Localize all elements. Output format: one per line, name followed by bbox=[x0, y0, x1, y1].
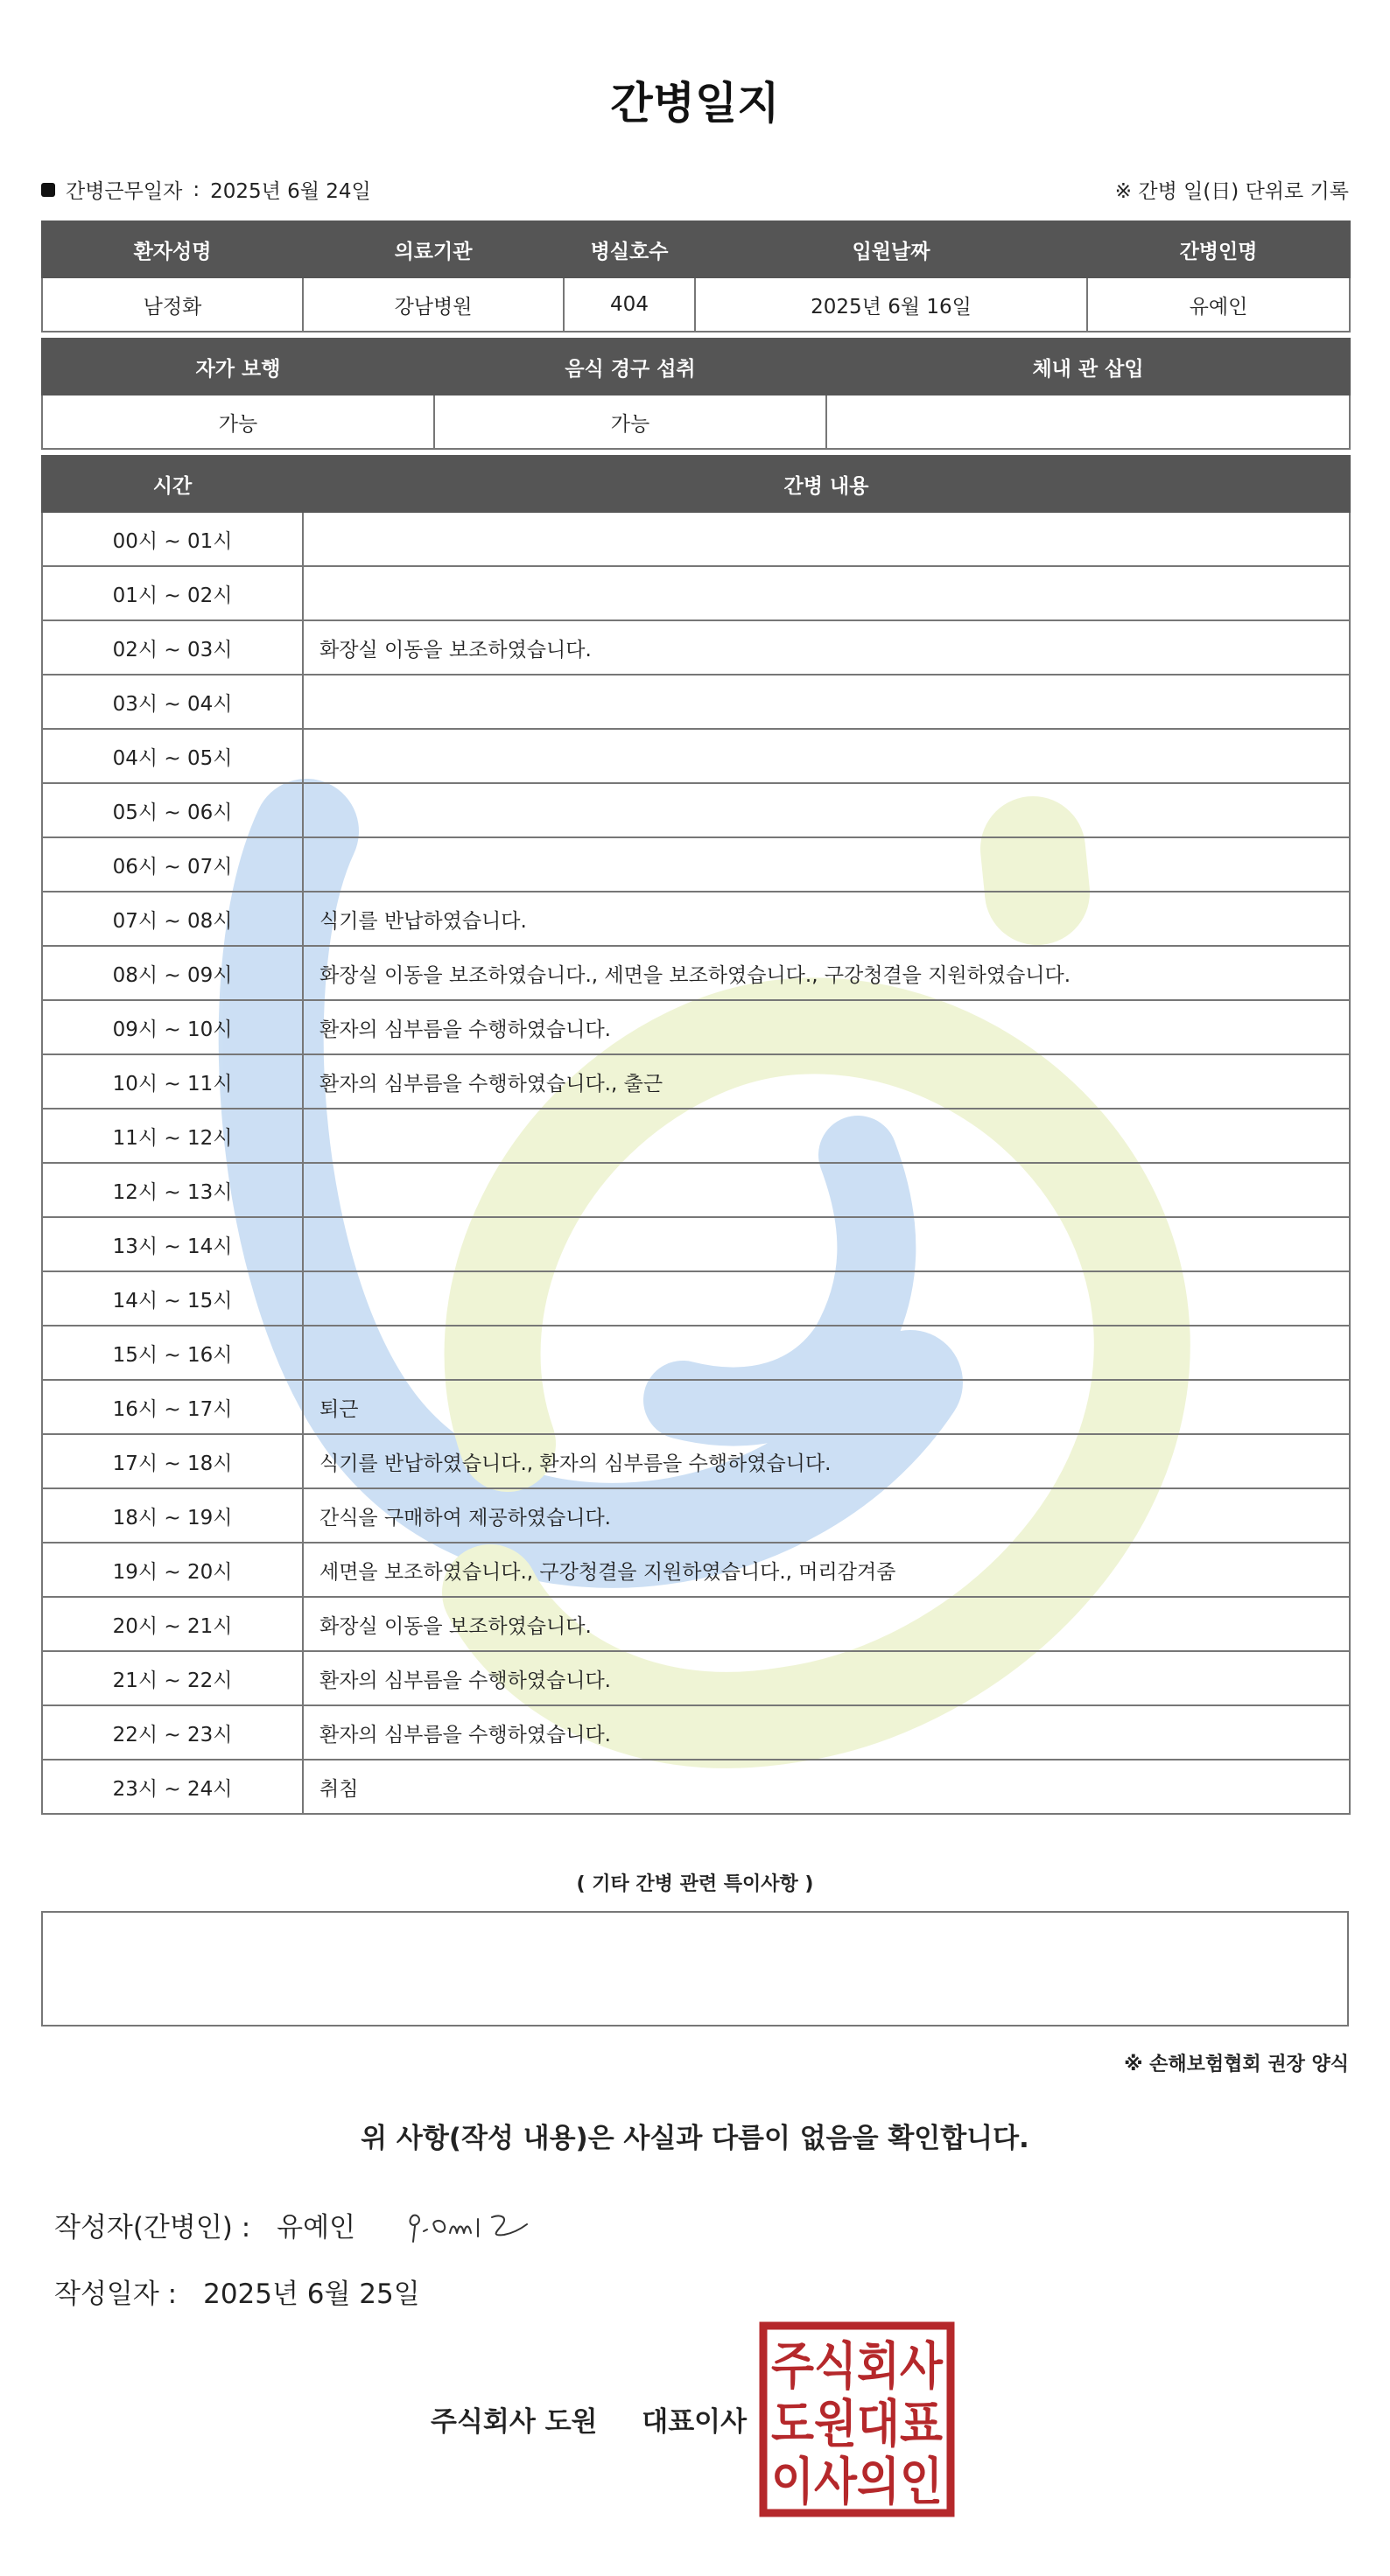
log-time: 10시 ~ 11시 bbox=[42, 1054, 303, 1109]
log-content bbox=[303, 837, 1350, 892]
log-time: 00시 ~ 01시 bbox=[42, 512, 303, 566]
patient-status-header bbox=[42, 339, 1350, 395]
log-content bbox=[303, 1163, 1350, 1217]
patient-info-header bbox=[42, 221, 1350, 277]
log-row bbox=[42, 512, 1350, 566]
log-row bbox=[42, 1000, 1350, 1054]
log-content bbox=[303, 729, 1350, 783]
log-time: 22시 ~ 23시 bbox=[42, 1705, 303, 1760]
log-content: 식기를 반납하였습니다., 환자의 심부름을 수행하였습니다. bbox=[303, 1434, 1350, 1488]
header-patient-name: 환자성명 bbox=[42, 221, 303, 277]
log-content: 퇴근 bbox=[303, 1380, 1350, 1434]
room-number: 404 bbox=[564, 277, 695, 332]
meta-row bbox=[41, 175, 1349, 206]
log-time: 02시 ~ 03시 bbox=[42, 620, 303, 675]
log-content: 화장실 이동을 보조하였습니다., 세면을 보조하였습니다., 구강청결을 지원하였습니다. bbox=[303, 946, 1350, 1000]
confirmation-statement: 위 사항(작성 내용)은 사실과 다름이 없음을 확인합니다. bbox=[361, 2123, 1029, 2154]
header-walking: 자가 보행 bbox=[42, 339, 434, 395]
log-row bbox=[42, 675, 1350, 729]
header-hospital: 의료기관 bbox=[303, 221, 564, 277]
log-content: 식기를 반납하였습니다. bbox=[303, 892, 1350, 946]
log-row bbox=[42, 892, 1350, 946]
log-content bbox=[303, 1217, 1350, 1271]
care-log-header bbox=[42, 456, 1350, 512]
log-time: 13시 ~ 14시 bbox=[42, 1217, 303, 1271]
log-time: 09시 ~ 10시 bbox=[42, 1000, 303, 1054]
oral-intake-value: 가능 bbox=[434, 395, 826, 449]
write-date-row bbox=[54, 2272, 420, 2311]
log-time: 06시 ~ 07시 bbox=[42, 837, 303, 892]
header-admission-date: 입원날짜 bbox=[695, 221, 1087, 277]
log-content bbox=[303, 783, 1350, 837]
care-log-table bbox=[41, 455, 1351, 1815]
log-time: 05시 ~ 06시 bbox=[42, 783, 303, 837]
log-row bbox=[42, 1054, 1350, 1109]
log-content: 세면을 보조하였습니다., 구강청결을 지원하였습니다., 머리감겨줌 bbox=[303, 1543, 1350, 1597]
log-content: 환자의 심부름을 수행하였습니다. bbox=[303, 1705, 1350, 1760]
walking-value: 가능 bbox=[42, 395, 434, 449]
log-time: 14시 ~ 15시 bbox=[42, 1271, 303, 1326]
write-date-value: 2025년 6월 25일 bbox=[203, 2278, 420, 2310]
log-content bbox=[303, 566, 1350, 620]
header-care-content: 간병 내용 bbox=[303, 456, 1350, 512]
log-time: 19시 ~ 20시 bbox=[42, 1543, 303, 1597]
special-notes-box bbox=[41, 1911, 1349, 2026]
write-date-label: 작성일자 : bbox=[54, 2278, 178, 2310]
log-time: 16시 ~ 17시 bbox=[42, 1380, 303, 1434]
header-caregiver: 간병인명 bbox=[1087, 221, 1350, 277]
tube-insertion-value bbox=[826, 395, 1350, 449]
log-row bbox=[42, 1380, 1350, 1434]
log-row bbox=[42, 946, 1350, 1000]
log-row bbox=[42, 1217, 1350, 1271]
log-content: 취침 bbox=[303, 1760, 1350, 1814]
writer-label: 작성자(간병인) : bbox=[54, 2212, 251, 2244]
log-time: 15시 ~ 16시 bbox=[42, 1326, 303, 1380]
log-row bbox=[42, 729, 1350, 783]
log-content: 환자의 심부름을 수행하였습니다. bbox=[303, 1000, 1350, 1054]
header-oral-intake: 음식 경구 섭취 bbox=[434, 339, 826, 395]
special-notes-title: ( 기타 간병 관련 특이사항 ) bbox=[576, 1873, 814, 1895]
log-time: 03시 ~ 04시 bbox=[42, 675, 303, 729]
log-time: 08시 ~ 09시 bbox=[42, 946, 303, 1000]
log-row bbox=[42, 1705, 1350, 1760]
page-title: 간병일지 bbox=[610, 78, 780, 129]
log-content bbox=[303, 1326, 1350, 1380]
header-time: 시간 bbox=[42, 456, 303, 512]
log-row bbox=[42, 837, 1350, 892]
log-row bbox=[42, 1163, 1350, 1217]
log-content bbox=[303, 512, 1350, 566]
seal-line-1: 주식회사 bbox=[771, 2336, 944, 2396]
caregiver-name: 유예인 bbox=[1087, 277, 1350, 332]
log-row bbox=[42, 1651, 1350, 1705]
patient-info-table bbox=[41, 220, 1351, 332]
log-content: 환자의 심부름을 수행하였습니다. bbox=[303, 1651, 1350, 1705]
patient-status-values bbox=[42, 395, 1350, 449]
company-name: 주식회사 도원 bbox=[431, 2406, 598, 2438]
patient-status-table bbox=[41, 338, 1351, 450]
log-time: 07시 ~ 08시 bbox=[42, 892, 303, 946]
log-content bbox=[303, 1271, 1350, 1326]
seal-line-2: 도원대표 bbox=[771, 2394, 943, 2454]
patient-name: 남정화 bbox=[42, 277, 303, 332]
log-content: 환자의 심부름을 수행하였습니다., 출근 bbox=[303, 1054, 1350, 1109]
log-time: 21시 ~ 22시 bbox=[42, 1651, 303, 1705]
log-time: 23시 ~ 24시 bbox=[42, 1760, 303, 1814]
admission-date: 2025년 6월 16일 bbox=[695, 277, 1087, 332]
log-row bbox=[42, 783, 1350, 837]
work-date-label: 간병근무일자 bbox=[66, 180, 183, 203]
writer-row bbox=[54, 2205, 355, 2244]
work-date-value: 2025년 6월 24일 bbox=[210, 180, 371, 203]
log-time: 04시 ~ 05시 bbox=[42, 729, 303, 783]
patient-info-values bbox=[42, 277, 1350, 332]
header-room: 병실호수 bbox=[564, 221, 695, 277]
form-note: ※ 손해보험협회 권장 양식 bbox=[1124, 2054, 1349, 2076]
log-row bbox=[42, 620, 1350, 675]
log-time: 17시 ~ 18시 bbox=[42, 1434, 303, 1488]
company-seal-stamp bbox=[758, 2320, 956, 2518]
log-content: 화장실 이동을 보조하였습니다. bbox=[303, 1597, 1350, 1651]
log-time: 11시 ~ 12시 bbox=[42, 1109, 303, 1163]
log-row bbox=[42, 1597, 1350, 1651]
log-content bbox=[303, 675, 1350, 729]
log-row bbox=[42, 1326, 1350, 1380]
log-content: 화장실 이동을 보조하였습니다. bbox=[303, 620, 1350, 675]
company-ceo-title: 대표이사 bbox=[642, 2406, 748, 2438]
hospital-name: 강남병원 bbox=[303, 277, 564, 332]
daily-note: ※ 간병 일(日) 단위로 기록 bbox=[1114, 180, 1349, 203]
log-row bbox=[42, 1109, 1350, 1163]
handwritten-signature bbox=[404, 2198, 536, 2247]
log-time: 20시 ~ 21시 bbox=[42, 1597, 303, 1651]
writer-name: 유예인 bbox=[277, 2212, 356, 2244]
work-date-separator: : bbox=[193, 178, 200, 201]
log-row bbox=[42, 1488, 1350, 1543]
log-row bbox=[42, 566, 1350, 620]
log-row bbox=[42, 1434, 1350, 1488]
log-time: 12시 ~ 13시 bbox=[42, 1163, 303, 1217]
log-time: 18시 ~ 19시 bbox=[42, 1488, 303, 1543]
care-log-body bbox=[42, 512, 1350, 1814]
work-date bbox=[41, 175, 371, 204]
log-row bbox=[42, 1543, 1350, 1597]
log-content: 간식을 구매하여 제공하였습니다. bbox=[303, 1488, 1350, 1543]
header-tube-insertion: 체내 관 삽입 bbox=[826, 339, 1350, 395]
bullet-square-icon bbox=[41, 183, 55, 197]
log-row bbox=[42, 1760, 1350, 1814]
seal-line-3: 이사의인 bbox=[771, 2452, 943, 2511]
log-content bbox=[303, 1109, 1350, 1163]
log-time: 01시 ~ 02시 bbox=[42, 566, 303, 620]
log-row bbox=[42, 1271, 1350, 1326]
company-signature bbox=[431, 2399, 747, 2439]
